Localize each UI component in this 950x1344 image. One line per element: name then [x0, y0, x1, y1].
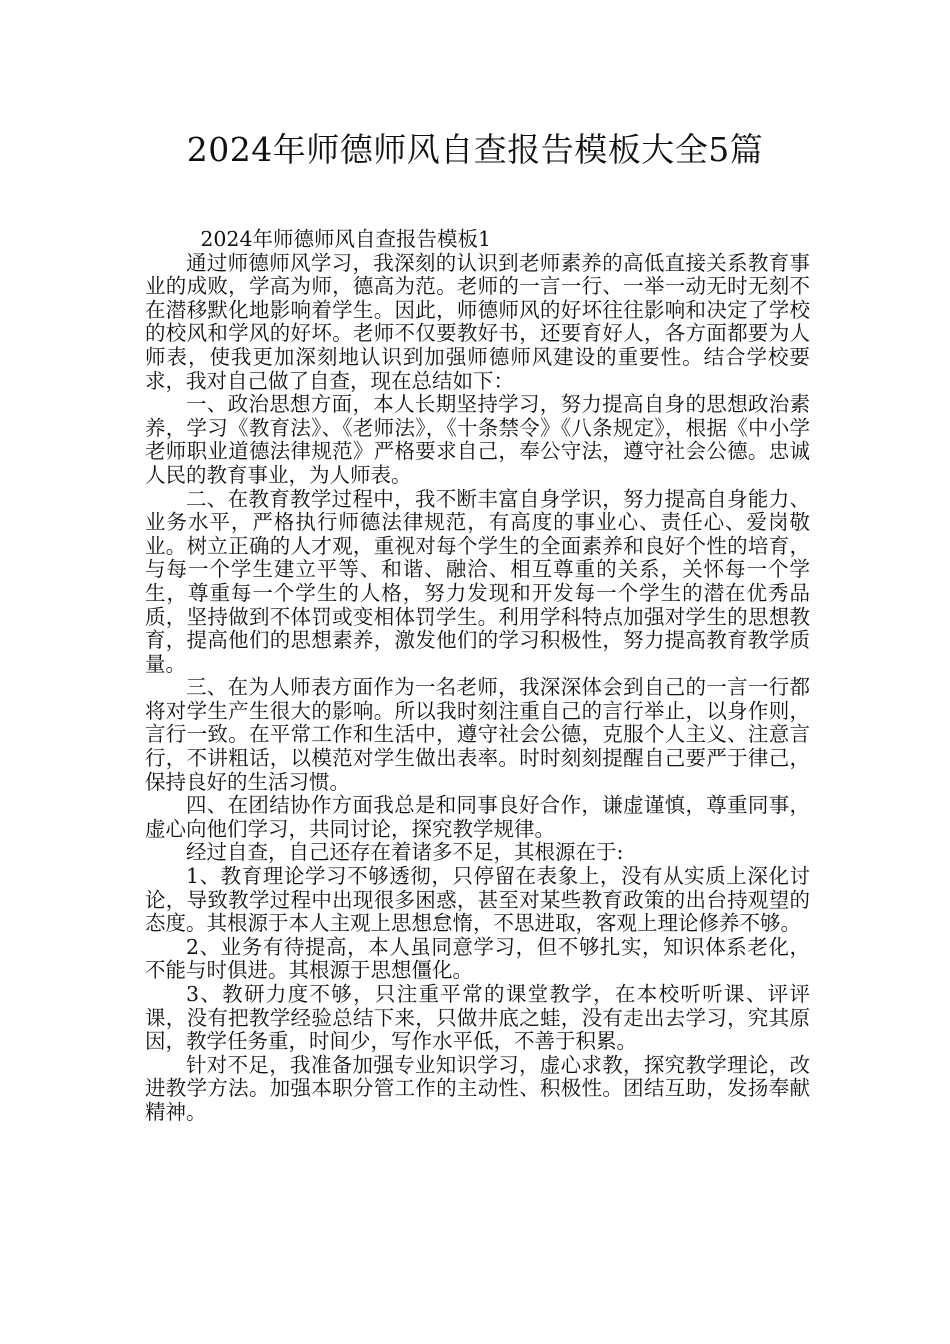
body-paragraph-shortcoming-3: 3、教研力度不够，只注重平常的课堂教学，在本校听听课、评评课，没有把教学经验总结下来，只做井底之蛙，没有走出去学习，究其原因，教学任务重，时间少，写作水平低，不善于积累。: [145, 982, 810, 1054]
body-paragraph-political: 一、政治思想方面，本人长期坚持学习，努力提高自身的思想政治素养，学习《教育法》、《老师法》，《十条禁令》《八条规定》，根据《中小学老师职业道德法律规范》严格要求自己，奉公守法，遵守社会公德。忠诚人民的教育事业，为人师表。: [145, 392, 810, 487]
body-paragraph-intro: 通过师德师风学习，我深刻的认识到老师素养的高低直接关系教育事业的成败，学高为师，德高为范。老师的一言一行、一举一动无时无刻不在潜移默化地影响着学生。因此，师德师风的好坏往往影响和决定了学校的校风和学风的好坏。老师不仅要教好书，还要育好人，各方面都要为人师表，使我更加深刻地认识到加强师德师风建设的重要性。结合学校要求，我对自己做了自查，现在总结如下：: [145, 250, 810, 393]
body-paragraph-shortcoming-2: 2、业务有待提高，本人虽同意学习，但不够扎实，知识体系老化，不能与时俱进。其根源于思想僵化。: [145, 934, 810, 983]
body-paragraph-improvement: 针对不足，我准备加强专业知识学习，虚心求教，探究教学理论，改进教学方法。加强本职分管工作的主动性、积极性。团结互助，发扬奉献精神。: [145, 1052, 810, 1124]
body-paragraph-role-model: 三、在为人师表方面作为一名老师，我深深体会到自己的一言一行都将对学生产生很大的影响。所以我时刻注重自己的言行举止，以身作则，言行一致。在平常工作和生活中，遵守社会公德，克服个人主义、注意言行，不讲粗话，以模范对学生做出表率。时时刻刻提醒自己要严于律己，保持良好的生活习惯。: [145, 675, 810, 794]
body-paragraph-shortcomings-intro: 经过自查，自己还存在着诸多不足，其根源在于:: [186, 840, 624, 865]
body-paragraph-shortcoming-1: 1、教育理论学习不够透彻，只停留在表象上，没有从实质上深化讨论，导致教学过程中出现很多困惑，甚至对某些教育政策的出台持观望的态度。其根源于本人主观上思想怠惰，不思进取，客观上理论修养不够。: [145, 864, 810, 936]
body-paragraph-teaching: 二、在教育教学过程中，我不断丰富自身学识，努力提高自身能力、业务水平，严格执行师德法律规范，有高度的事业心、责任心、爱岗敬业。树立正确的人才观，重视对每个学生的全面素养和良好个性的培育，与每一个学生建立平等、和谐、融洽、相互尊重的关系，关怀每一个学生，尊重每一个学生的人格，努力发现和开发每一个学生的潜在优秀品质，坚持做到不体罚或变相体罚学生。利用学科特点加强对学生的思想教育，提高他们的思想素养，激发他们的学习积极性，努力提高教育教学质量。: [145, 486, 810, 676]
document-title: 2024年师德师风自查报告模板大全5篇: [186, 130, 764, 169]
body-paragraph-teamwork: 四、在团结协作方面我总是和同事良好合作，谦虚谨慎，尊重同事，虚心向他们学习，共同讨论，探究教学规律。: [145, 793, 810, 841]
document-body: [145, 228, 810, 1125]
section-subheading: 2024年师德师风自查报告模板1: [200, 227, 492, 251]
